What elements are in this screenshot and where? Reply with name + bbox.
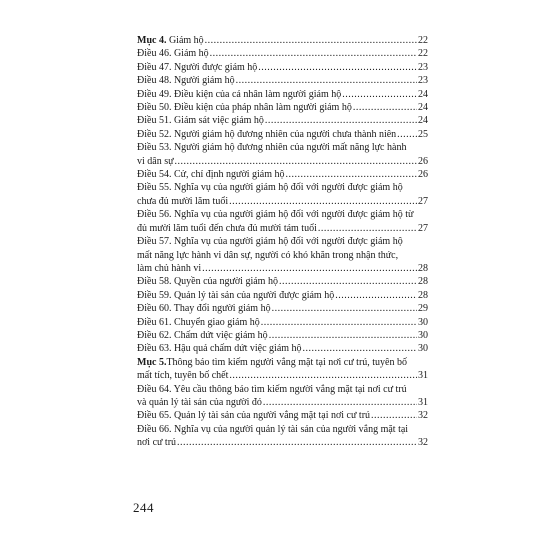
toc-page-number: 24 — [418, 88, 428, 100]
toc-entry-line — [137, 316, 428, 329]
toc-entry-title-wrap — [137, 114, 264, 127]
toc-entry-title: Điều 65. Quản lý tài sản của người vắng mặt tại nơi cư trú — [137, 410, 371, 422]
toc-entry-line — [137, 74, 428, 87]
toc-entry-title: Điều 53. Người giám hộ đương nhiên của người mất năng lực hành — [137, 142, 407, 154]
toc-entry-line — [137, 423, 428, 436]
toc-entry-title-wrap — [137, 34, 204, 47]
toc-entry-line — [137, 369, 428, 382]
toc-entry-line — [137, 34, 428, 47]
toc-entry-line — [137, 409, 428, 422]
toc-entry — [137, 74, 428, 87]
toc-entry-line — [137, 383, 428, 396]
toc-entry-line — [137, 101, 428, 114]
dot-leader — [175, 155, 417, 168]
toc-section-label: Mục 5. — [137, 356, 167, 368]
toc-entry-title: Điều 55. Nghĩa vụ của người giám hộ đối với người được giám hộ — [137, 182, 403, 194]
toc-entry-title: Điều 58. Quyền của người giám hộ — [137, 276, 278, 288]
toc-entry — [137, 356, 428, 383]
toc-entry — [137, 101, 428, 114]
toc-entry-line — [137, 61, 428, 74]
toc-entry-line — [137, 47, 428, 60]
toc-entry-title: Điều 49. Điều kiện của cá nhân làm người giám hộ — [137, 88, 342, 100]
toc-page-number: 25 — [418, 128, 428, 140]
toc-entry-line — [137, 329, 428, 342]
toc-entry-line — [137, 155, 428, 168]
toc-entry-title-wrap — [137, 275, 278, 288]
dot-leader — [177, 436, 417, 449]
dot-leader — [265, 114, 417, 127]
toc-entry-line — [137, 195, 428, 208]
dot-leader — [205, 34, 417, 47]
toc-page-number: 26 — [418, 155, 428, 167]
table-of-contents — [137, 34, 428, 450]
toc-page-number: 27 — [418, 195, 428, 207]
toc-entry — [137, 302, 428, 315]
toc-entry-line — [137, 396, 428, 409]
dot-leader — [397, 128, 417, 141]
toc-entry-title: vi dân sự — [137, 155, 174, 167]
dot-leader — [269, 329, 417, 342]
toc-entry-title-wrap — [137, 262, 201, 275]
dot-leader — [202, 262, 417, 275]
dot-leader — [353, 101, 417, 114]
toc-entry-title: Điều 61. Chuyển giao giám hộ — [137, 316, 260, 328]
toc-page-number: 24 — [418, 115, 428, 127]
toc-entry — [137, 61, 428, 74]
toc-entry-title: nơi cư trú — [137, 437, 177, 449]
toc-entry — [137, 208, 428, 235]
toc-entry-title: và quản lý tài sản của người đó — [137, 396, 262, 408]
toc-page-number: 26 — [418, 169, 428, 181]
toc-entry-title: mất năng lực hành vi dân sự, người có khó khăn trong nhận thức, — [137, 249, 399, 261]
toc-entry-line — [137, 275, 428, 288]
toc-entry-line — [137, 114, 428, 127]
toc-entry — [137, 88, 428, 101]
dot-leader — [258, 61, 417, 74]
toc-entry-line — [137, 168, 428, 181]
dot-leader — [303, 342, 417, 355]
toc-entry — [137, 34, 428, 47]
toc-entry — [137, 114, 428, 127]
toc-page-number: 31 — [418, 396, 428, 408]
toc-entry — [137, 409, 428, 422]
toc-page-number: 30 — [418, 329, 428, 341]
dot-leader — [335, 289, 417, 302]
toc-page-number: 30 — [418, 343, 428, 355]
toc-entry-line — [137, 181, 428, 194]
toc-entry-title-wrap — [137, 342, 302, 355]
toc-entry-line — [137, 436, 428, 449]
dot-leader — [318, 222, 417, 235]
toc-entry-title: Điều 66. Nghĩa vụ của người quản lý tài sản của người vắng mặt tại — [137, 423, 409, 435]
toc-entry — [137, 168, 428, 181]
toc-entry-line — [137, 302, 428, 315]
toc-entry-title-wrap — [137, 128, 396, 141]
toc-page-number: 22 — [418, 35, 428, 46]
toc-entry-title: Thông báo tìm kiếm người vắng mặt tại nơi cư trú, tuyên bố — [166, 356, 407, 368]
toc-entry-title: Điều 64. Yêu cầu thông báo tìm kiếm người vắng mặt tại nơi cư trú — [137, 383, 407, 395]
dot-leader — [210, 47, 417, 60]
toc-entry-title-wrap — [137, 369, 228, 382]
dot-leader — [229, 369, 417, 382]
toc-entry-title-wrap — [137, 302, 271, 315]
toc-entry-title-wrap — [137, 329, 268, 342]
toc-entry — [137, 275, 428, 288]
toc-entry-title-wrap — [137, 396, 262, 409]
toc-entry-line — [137, 141, 428, 154]
toc-entry-title: Điều 59. Quản lý tài sản của người được giám hộ — [137, 289, 335, 301]
toc-entry — [137, 235, 428, 275]
toc-entry — [137, 289, 428, 302]
toc-entry-line — [137, 222, 428, 235]
toc-page-number: 22 — [418, 48, 428, 60]
dot-leader — [371, 409, 417, 422]
toc-entry-title-wrap — [137, 101, 352, 114]
toc-entry-title: Điều 56. Nghĩa vụ của người giám hộ đối với người được giám hộ từ — [137, 209, 414, 221]
toc-entry — [137, 181, 428, 208]
toc-entry — [137, 47, 428, 60]
toc-page-number: 32 — [418, 437, 428, 449]
dot-leader — [236, 74, 417, 87]
dot-leader — [286, 168, 417, 181]
toc-page-number: 32 — [418, 410, 428, 422]
dot-leader — [261, 316, 417, 329]
toc-entry-title: Điều 57. Nghĩa vụ của người giám hộ đối với người được giám hộ — [137, 236, 403, 248]
toc-page-number: 28 — [418, 262, 428, 274]
toc-entry-line — [137, 289, 428, 302]
toc-entry-title-wrap — [137, 195, 228, 208]
toc-entry-title-wrap — [137, 47, 209, 60]
toc-section-label: Mục 4. — [137, 35, 167, 46]
toc-entry-title-wrap — [137, 88, 341, 101]
toc-entry-title: Điều 48. Người giám hộ — [137, 75, 235, 87]
toc-entry-title: Điều 47. Người được giám hộ — [137, 61, 258, 73]
toc-page-number: 29 — [418, 303, 428, 315]
dot-leader — [272, 302, 417, 315]
toc-page-number: 28 — [418, 276, 428, 288]
toc-entry-title: làm chủ hành vi — [137, 262, 202, 274]
toc-entry — [137, 141, 428, 168]
toc-page-number: 27 — [418, 222, 428, 234]
toc-entry-title-wrap — [137, 289, 334, 302]
toc-entry-title: Điều 50. Điều kiện của pháp nhân làm người giám hộ — [137, 102, 352, 114]
dot-leader — [263, 396, 417, 409]
toc-page-number: 28 — [418, 289, 428, 301]
toc-entry-line — [137, 235, 428, 248]
toc-entry-title: Giám hộ — [166, 35, 204, 46]
toc-entry-title: Điều 63. Hậu quả chấm dứt việc giám hộ — [137, 343, 302, 355]
toc-entry-line — [137, 249, 428, 262]
toc-entry-line — [137, 128, 428, 141]
toc-entry — [137, 329, 428, 342]
toc-entry-title-wrap — [137, 316, 260, 329]
toc-page-number: 30 — [418, 316, 428, 328]
toc-entry-title-wrap — [137, 74, 235, 87]
toc-entry-title-wrap — [137, 155, 174, 168]
toc-entry — [137, 342, 428, 355]
toc-entry-title: chưa đủ mười lăm tuổi — [137, 195, 229, 207]
toc-entry — [137, 423, 428, 450]
toc-entry-line — [137, 208, 428, 221]
dot-leader — [279, 275, 417, 288]
toc-entry-title-wrap — [137, 168, 285, 181]
toc-entry-title: Điều 60. Thay đổi người giám hộ — [137, 303, 271, 315]
toc-entry-line — [137, 356, 428, 369]
toc-page-number: 23 — [418, 75, 428, 87]
toc-entry-title-wrap — [137, 61, 257, 74]
toc-entry-title: Điều 52. Người giám hộ đương nhiên của người chưa thành niên — [137, 128, 397, 140]
dot-leader — [342, 88, 417, 101]
toc-entry-title-wrap — [137, 409, 370, 422]
toc-entry-title: mất tích, tuyên bố chết — [137, 370, 229, 382]
page-number: 244 — [133, 500, 154, 515]
toc-page-number: 23 — [418, 61, 428, 73]
toc-entry — [137, 128, 428, 141]
toc-entry-title: Điều 54. Cử, chỉ định người giám hộ — [137, 169, 285, 181]
toc-entry-title: Điều 62. Chấm dứt việc giám hộ — [137, 329, 268, 341]
dot-leader — [229, 195, 417, 208]
toc-entry-line — [137, 262, 428, 275]
toc-entry-title: Điều 51. Giám sát việc giám hộ — [137, 115, 264, 127]
toc-entry-line — [137, 88, 428, 101]
toc-page-number: 31 — [418, 370, 428, 382]
toc-entry — [137, 383, 428, 410]
toc-entry — [137, 316, 428, 329]
toc-entry-title-wrap — [137, 222, 317, 235]
toc-page-number: 24 — [418, 102, 428, 114]
toc-entry-title: Điều 46. Giám hộ — [137, 48, 209, 60]
toc-entry-line — [137, 342, 428, 355]
toc-entry-title: đủ mười lăm tuổi đến chưa đủ mười tám tuổi — [137, 222, 317, 234]
toc-entry-title-wrap — [137, 436, 176, 449]
